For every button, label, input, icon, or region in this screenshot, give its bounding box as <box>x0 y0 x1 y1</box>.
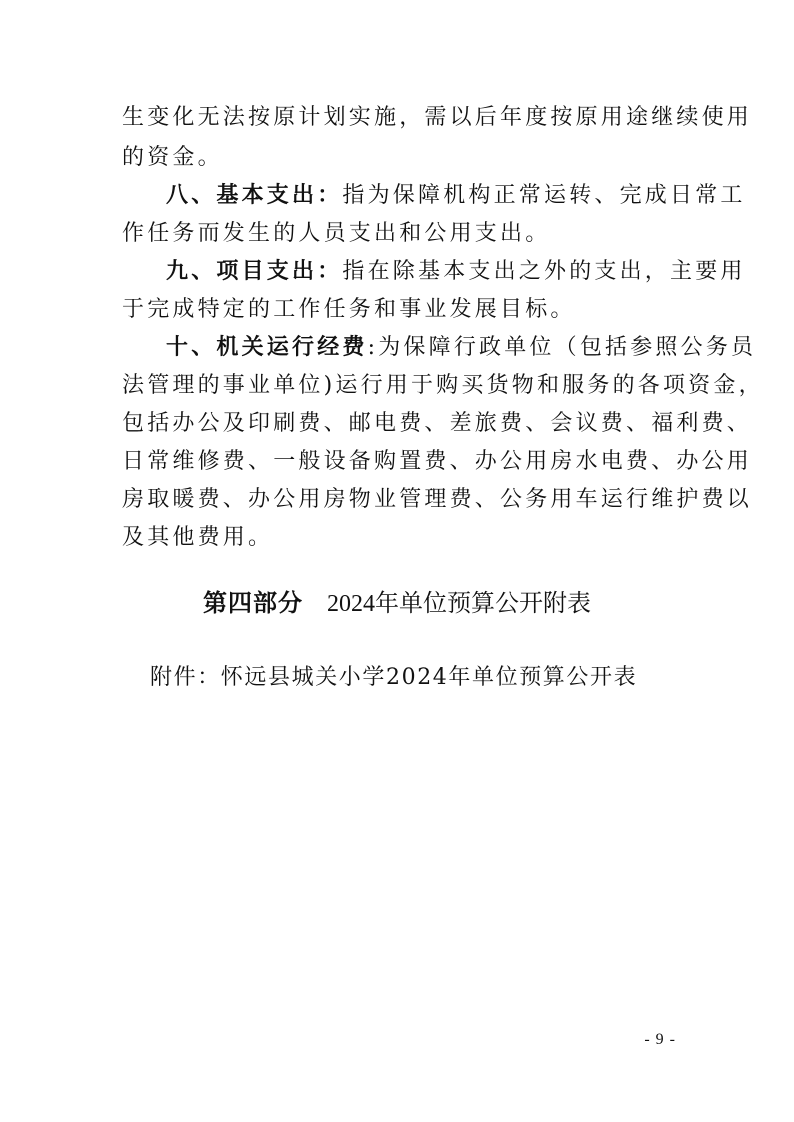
item10-line-3: 包括办公及印刷费、邮电费、差旅费、会议费、福利费、 <box>122 411 753 436</box>
item9-line-2: 于完成特定的工作任务和事业发展目标。 <box>122 297 576 322</box>
item9-text-1: 指在除基本支出之外的支出，主要用 <box>342 259 746 284</box>
item9-line-1 <box>166 258 746 286</box>
section-label: 第四部分 <box>203 589 303 617</box>
item10-text-1: :为保障行政单位（包括参照公务员 <box>367 335 757 360</box>
item10-title: 十、机关运行经费 <box>166 335 368 360</box>
page-number: - 9 - <box>644 1031 676 1048</box>
item10-line-6: 及其他费用。 <box>122 525 274 550</box>
item9-title: 九、项目支出： <box>166 259 343 284</box>
item10-line-2: 法管理的事业单位)运行用于购买货物和服务的各项资金， <box>122 373 764 398</box>
continuation-line-2: 的资金。 <box>122 145 223 170</box>
item10-line-5: 房取暖费、办公用房物业管理费、公务用车运行维护费以 <box>122 487 753 512</box>
section-heading <box>0 587 794 620</box>
item8-title: 八、基本支出： <box>166 183 343 208</box>
item10-line-4: 日常维修费、一般设备购置费、办公用房水电费、办公用 <box>122 449 753 474</box>
attachment-note: 附件：怀远县城关小学2024年单位预算公开表 <box>150 665 638 690</box>
item8-line-1 <box>166 182 746 210</box>
item8-line-2: 作任务而发生的人员支出和公用支出。 <box>122 221 551 246</box>
section-title: 2024年单位预算公开附表 <box>327 591 591 617</box>
item10-line-1 <box>166 334 757 362</box>
continuation-line-1: 生变化无法按原计划实施，需以后年度按原用途继续使用 <box>122 105 753 130</box>
item8-text-1: 指为保障机构正常运转、完成日常工 <box>342 183 746 208</box>
